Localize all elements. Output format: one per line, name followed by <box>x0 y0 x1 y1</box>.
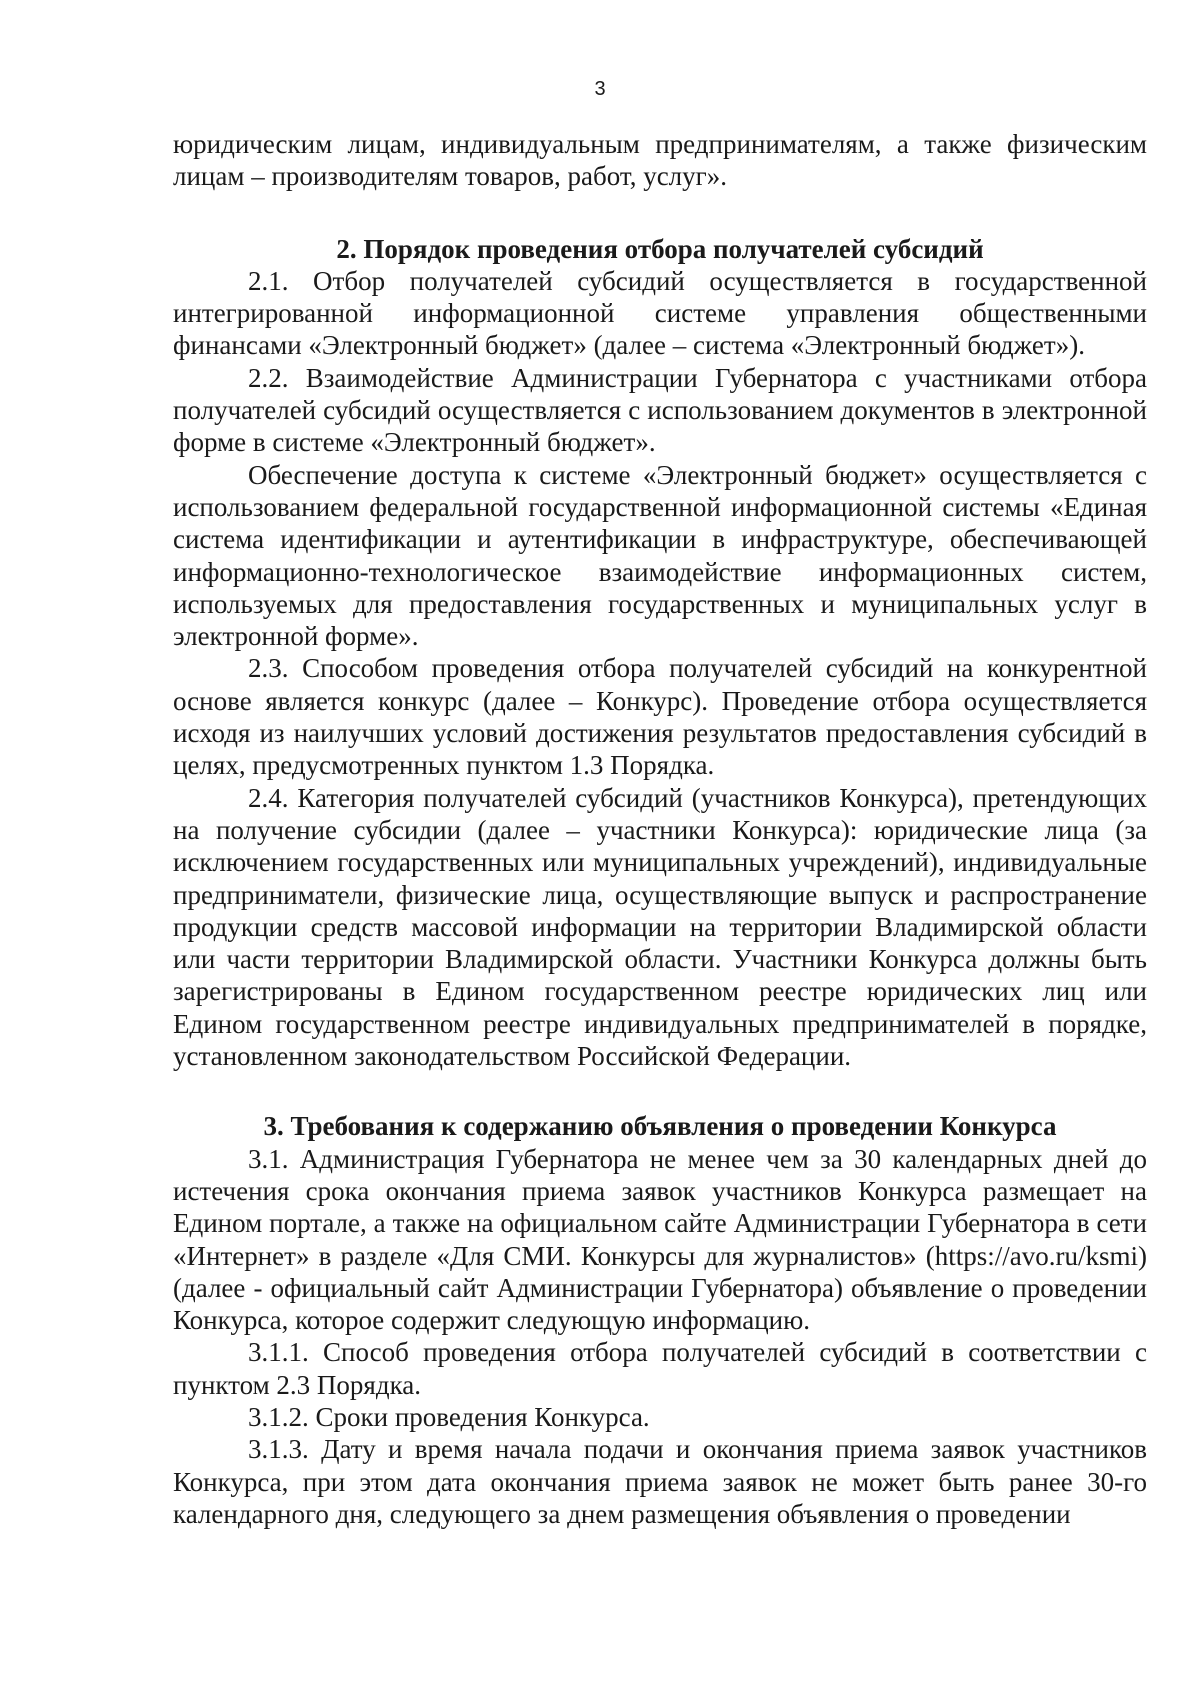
section-2-heading: 2. Порядок проведения отбора получателей субсидий <box>336 233 984 264</box>
paragraph-2-2-access: Обеспечение доступа к системе «Электронный бюджет» осуществляется с использованием федеральной государственной информационной системы «Единая система идентификации и аутентификации в инфраструктуре, обеспечивающей информационно-технологическое взаимодействие информационных систем, используемых для предоставления государственных и муниципальных услуг в электронной форме». <box>173 459 1147 652</box>
paragraph-2-1: 2.1. Отбор получателей субсидий осуществляется в государственной интегрированной информационной системе управления общественными финансами «Электронный бюджет» (далее – система «Электронный бюджет»). <box>173 265 1147 361</box>
intro-paragraph: юридическим лицам, индивидуальным предпринимателям, а также физическим лицам – производителям товаров, работ, услуг». <box>173 129 1147 192</box>
section-3-heading: 3. Требования к содержанию объявления о проведении Конкурса <box>263 1111 1057 1142</box>
paragraph-3-1-2: 3.1.2. Сроки проведения Конкурса. <box>248 1401 650 1432</box>
paragraph-3-1: 3.1. Администрация Губернатора не менее чем за 30 календарных дней до истечения срока окончания приема заявок участников Конкурса размещает на Едином портале, а также на официальном сайте Администрации Губернатора в сети «Интернет» в разделе «Для СМИ. Конкурсы для журналистов» (https://avo.ru/ksmi) (далее - официальный сайт Администрации Губернатора) объявление о проведении Конкурса, которое содержит следующую информацию. <box>173 1143 1147 1336</box>
paragraph-3-1-1: 3.1.1. Способ проведения отбора получателей субсидий в соответствии с пунктом 2.3 Порядка. <box>173 1337 1147 1400</box>
paragraph-2-2: 2.2. Взаимодействие Администрации Губернатора с участниками отбора получателей субсидий осуществляется с использованием документов в электронной форме в системе «Электронный бюджет». <box>173 362 1147 458</box>
page-number: 3 <box>594 78 606 100</box>
paragraph-2-4: 2.4. Категория получателей субсидий (участников Конкурса), претендующих на получение субсидии (далее – участники Конкурса): юридические лица (за исключением государственных или муниципальных учреждений), индивидуальные предприниматели, физические лица, осуществляющие выпуск и распространение продукции средств массовой информации на территории Владимирской области или части территории Владимирской области. Участники Конкурса должны быть зарегистрированы в Едином государственном реестре юридических лиц или Едином государственном реестре индивидуальных предпринимателей в порядке, установленном законодательством Российской Федерации. <box>173 782 1147 1072</box>
document-body <box>173 128 1147 1530</box>
paragraph-3-1-3: 3.1.3. Дату и время начала подачи и окончания приема заявок участников Конкурса, при этом дата окончания приема заявок не может быть ранее 30-го календарного дня, следующего за днем размещения объявления о проведении <box>173 1434 1147 1529</box>
paragraph-2-3: 2.3. Способом проведения отбора получателей субсидий на конкурентной основе является конкурс (далее – Конкурс). Проведение отбора осуществляется исходя из наилучших условий достижения результатов предоставления субсидий в целях, предусмотренных пунктом 1.3 Порядка. <box>173 653 1147 781</box>
